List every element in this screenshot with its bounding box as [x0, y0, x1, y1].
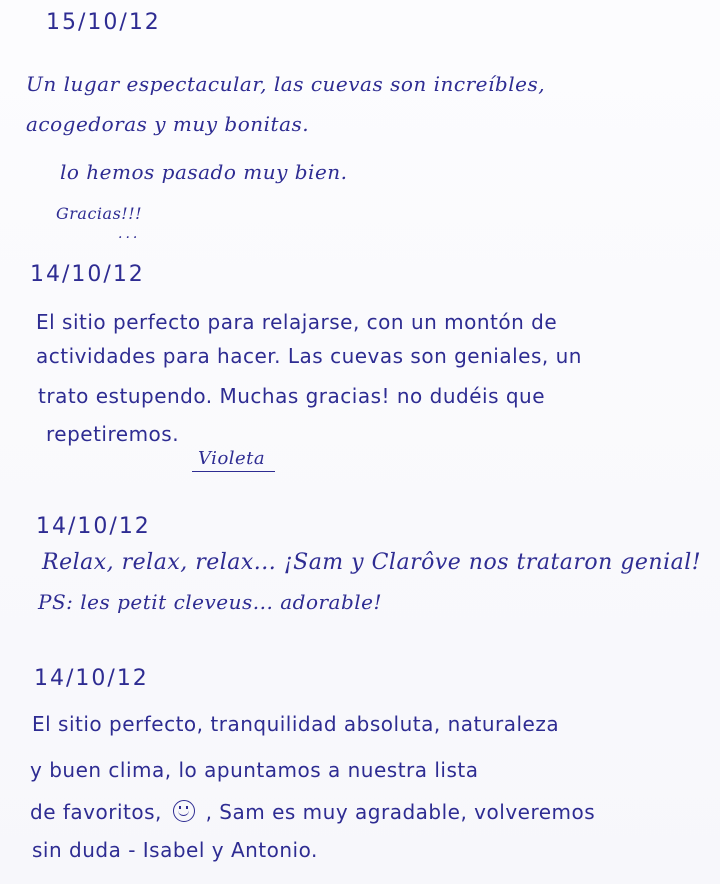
entry-2-line-2: actividades para hacer. Las cuevas son geniales, un — [36, 344, 582, 368]
entry-3-date: 14/10/12 — [36, 514, 151, 539]
entry-2-line-3: trato estupendo. Muchas gracias! no dudéis que — [38, 384, 546, 408]
entry-4-date: 14/10/12 — [34, 666, 149, 691]
entry-1-date: 15/10/12 — [46, 10, 161, 35]
entry-1-dots: ... — [118, 226, 141, 242]
entry-2-line-1: El sitio perfecto para relajarse, con un montón de — [36, 310, 558, 334]
entry-4-line-2: y buen clima, lo apuntamos a nuestra lista — [30, 758, 479, 782]
entry-4-line-4: sin duda - Isabel y Antonio. — [32, 838, 318, 862]
entry-1-line-3: lo hemos pasado muy bien. — [60, 160, 348, 184]
smiley-face-icon — [173, 800, 195, 822]
entry-4-line-1: El sitio perfecto, tranquilidad absoluta, naturaleza — [32, 712, 560, 736]
entry-2-date: 14/10/12 — [30, 262, 145, 287]
entry-3-line-1: Relax, relax, relax... ¡Sam y Clarôve nos trataron genial! — [42, 550, 702, 575]
entry-4-line-3-end: , Sam es muy agradable, volveremos — [205, 800, 596, 824]
entry-3-line-2: PS: les petit cleveus... adorable! — [38, 590, 383, 614]
entry-1-line-1: Un lugar espectacular, las cuevas son increíbles, — [26, 72, 546, 96]
entry-4-line-3 — [30, 800, 595, 824]
entry-1-line-2: acogedoras y muy bonitas. — [26, 112, 310, 136]
entry-2-signature: Violeta — [192, 448, 275, 472]
entry-2-line-4: repetiremos. — [46, 422, 180, 446]
entry-4-line-3-start: de favoritos, — [30, 800, 162, 824]
entry-1-line-4: Gracias!!! — [56, 204, 143, 223]
